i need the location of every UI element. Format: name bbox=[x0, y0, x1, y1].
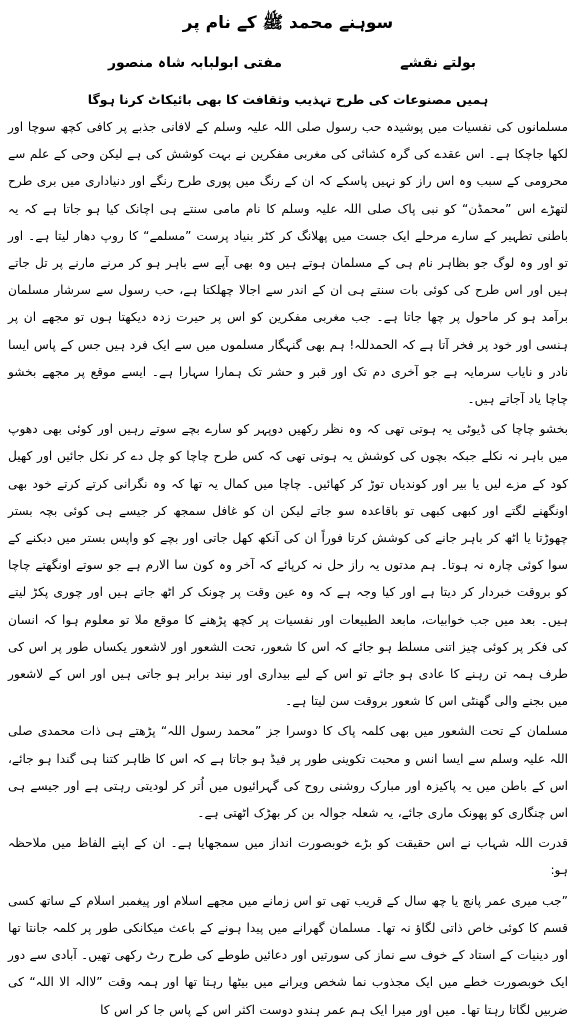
article-body bbox=[8, 114, 568, 1024]
paragraph: مسلمانوں کی نفسیات میں پوشیدہ حب رسول صلی اللہ علیہ وسلم کے لافانی جذبے پر کافی کچھ سوچا اور لکھا جاچکا ہے۔ اس عقدے کی گرہ کشائی کی مغربی مفکرین نے بہت کوشش کی ہے لیکن وحی کے علم سے محرومی کے سبب وہ اس راز کو نہیں پاسکے کہ ان کے رنگ میں پوری طرح رنگے اور دنیاداری میں بری طرح لتھڑے اس ”محمڈن“ کو نبی پاک صلی اللہ علیہ وسلم کا نام مامی سنتے ہی اچانک کیا ہو جاتا ہے کہ یہ باطنی تطہیر کے سارے مرحلے ایک جست میں پھلانگ کر کٹر بنیاد پرست ”مسلمے“ کا روپ دھار لیتا ہے۔ اور تو اور وہ لوگ جو بظاہر نام ہی کے مسلمان ہوتے ہیں وہ بھی آپے سے باہر ہو کر مرنے مارنے پر تل جاتے ہیں اور اس طرح کی کوئی بات سنتے ہی ان کے اندر سے اجالا چھلکتا ہے، حب رسول سے سرشار مسلمان برآمد ہو کر ماحول پر چھا جاتا ہے۔ جب مغربی مفکرین کو اس پر حیرت زدہ دیکھتا ہوں تو مجھے ان پر ہنسی اور خود پر فخر آتا ہے کہ الحمدللہ! ہم بھی گنہگار مسلموں میں سے ایک فرد ہیں جس کے پاس ایسا نادر و نایاب سرمایہ ہے جو آخری دم تک اور قبر و حشر تک ہمارا سہارا ہے۔ ایسے موقع پر مجھے بخشو چاچا یاد آجاتے ہیں۔ bbox=[8, 120, 568, 407]
paragraph: قدرت اللہ شہاب نے اس حقیقت کو بڑے خوبصورت انداز میں سمجھایا ہے۔ ان کے اپنے الفاظ میں ملاحظہ ہو: bbox=[8, 836, 568, 878]
column-name: بولتے نقشے bbox=[400, 55, 476, 71]
paragraph: ”جب میری عمر پانچ یا چھ سال کے قریب تھی تو اس زمانے میں مجھے اسلام اور پیغمبر اسلام کے ساتھ کسی قسم کا کوئی خاص ذاتی لگاؤ نہ تھا۔ مسلمان گھرانے میں پیدا ہونے کے باعث میکانکی طور پر کلمہ جانتا تھا اور دینیات کے استاد کے خوف سے نماز کی سورتیں اور دعائیں طوطے کی طرح رٹ رکھی تھیں۔ آبادی سے دور ایک خوبصورت خطے میں ایک مجذوب نما شخص ویرانے میں بیٹھا رہتا تھا اور ہمہ وقت ”لاالہ الا اللہ“ کی ضربیں لگاتا رہتا تھا۔ میں اور میرا ایک ہم عمر ہندو دوست اکثر اس کے پاس جا کر اس کا bbox=[8, 893, 568, 1017]
byline bbox=[108, 52, 476, 74]
paragraph: بخشو چاچا کی ڈیوٹی یہ ہوتی تھی کہ وہ نظر رکھیں دوپہر کو سارے بچے سوتے رہیں اور کوئی بھی دھوپ میں باہر نہ نکلے جبکہ بچوں کی کوشش یہ ہوتی تھی کہ کس طرح چاچا کو چل دے کر نکل جائیں اور کھیل کود کے مزے لیں یا بیر اور کوندیاں توڑ کر کھائیں۔ چاچا میں کمال یہ تھا کہ وہ نگرانی کرتے کرتے خود بھی اونگھنے لگتے اور کبھی کبھی تو باقاعدہ سو جاتے لیکن ان کو غافل سمجھ کر جیسے ہی کوئی بچہ بستر چھوڑتا یا اٹھ کر باہر جانے کی کوشش کرتا فوراً ان کی آنکھ کھل جاتی اور بچے کو واپس بستر میں دبکنے کے سوا کوئی چارہ نہ ہوتا۔ ہم مدتوں یہ راز حل نہ کرپائے کہ آخر وہ کون سا الارم ہے جو سوتے اونگھتے چاچا کو بروقت خبردار کر دیتا ہے اور کیا وجہ ہے کہ وہ عین وقت پر چونک کر اٹھ جاتے ہیں اور چوری پکڑ لیتے ہیں۔ بعد میں جب خوابیات، مابعد الطبیعات اور نفسیات پر کچھ پڑھنے کا موقع ملا تو معلوم ہوا کہ انسان کی فکر پر کوئی چیز اتنی مسلط ہو جائے کہ اس کا شعور، تحت الشعور اور لاشعور یکساں طور پر اس کی طرف ہمہ تن رہنے کا عادی ہو جائے تو اس کے لیے بیداری اور نیند برابر ہو جاتی ہیں اور اس کے لاشعور میں بجنے والی گھنٹی اس کا شعور بروقت سن لیتا ہے۔ bbox=[8, 422, 568, 709]
page-title: سوہنے محمد ﷺ کے نام پر bbox=[182, 13, 394, 33]
paragraph: مسلمان کے تحت الشعور میں بھی کلمہ پاک کا دوسرا جز ”محمد رسول اللہ“ پڑھتے ہی ذات محمدی صلی اللہ علیہ وسلم سے ایسا انس و محبت تکوینی طور پر فیڈ ہو جاتا ہے کہ اس کا ظاہر کتنا ہی گندا ہو جائے، اس کے باطن میں یہ پاکیزہ اور مبارک روشنی روح کی گہرائیوں میں اُتر کر لودیتی رہتی ہے اور جیسے ہی اس چنگاری کو پھونک ماری جائے، یہ شعلہ جوالہ بن کر بھڑک اٹھتی ہے۔ bbox=[8, 724, 568, 821]
author-name: مفتی ابولبابہ شاہ منصور bbox=[108, 55, 283, 71]
headline: ہمیں مصنوعات کی طرح تہذیب وثقافت کا بھی بائیکاٹ کرنا ہوگا bbox=[87, 92, 489, 107]
